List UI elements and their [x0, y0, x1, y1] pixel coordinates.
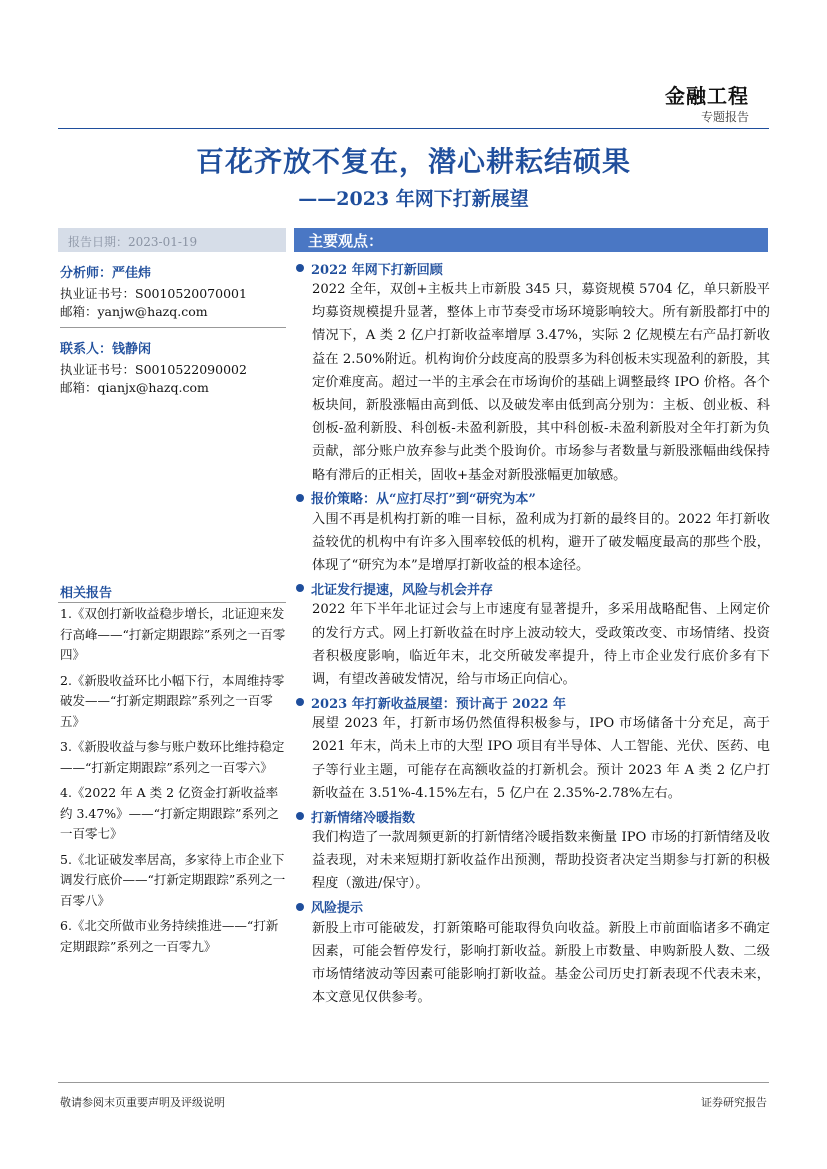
footer-disclaimer: 敬请参阅末页重要声明及评级说明 [60, 1096, 225, 1109]
section-heading: 风险提示 [296, 897, 770, 917]
section-text: 展望 2023 年，打新市场仍然值得积极参与，IPO 市场储备十分充足，高于 2021 年末，尚未上市的大型 IPO 项目有半导体、人工智能、光伏、医药、电子等行业主题，可能存在高额收益的打新机会。预计 2023 年 A 类 2 亿户打新收益在 3.51%-4.15%左右，5 亿户在 2.35%-2.78%左右。 [312, 716, 770, 801]
contact-cert: 执业证书号：S0010522090002 [60, 362, 247, 377]
bullet-icon [296, 812, 304, 820]
related-reports-title: 相关报告 [60, 586, 113, 601]
related-report-item[interactable]: 5.《北证破发率居高，多家待上市企业下调发行底价——“打新定期跟踪”系列之一百零八》 [60, 851, 286, 908]
header-brand: 金融工程 [665, 84, 749, 108]
footer-rule [58, 1082, 769, 1083]
related-report-item[interactable]: 3.《新股收益与参与账户数环比维持稳定——“打新定期跟踪”系列之一百零六》 [60, 739, 285, 775]
related-report-item[interactable]: 4.《2022 年 A 类 2 亿资金打新收益率约 3.47%》——“打新定期跟踪”系列之一百零七》 [60, 785, 279, 841]
section-heading: 2022 年网下打新回顾 [296, 258, 770, 278]
main-points [296, 258, 770, 1010]
report-date: 报告日期：2023-01-19 [58, 228, 286, 252]
section-text: 2022 全年，双创+主板共上市新股 345 只，募资规模 5704 亿，单只新股平均募资规模提升显著，整体上市节奏受市场环境影响较大。所有新股都打中的情况下，A 类 2 亿户打新收益率增厚 3.47%，实际 2 亿规模左右产品打新收益在 2.50%附近。机构询价分歧度高的股票多为科创板未实现盈利的新股，其定价难度高。超过一半的主承会在市场询价的基础上调整最终 IPO 价格。各个板块间，新股涨幅由高到低、以及破发率由低到高分别为：主板、创业板、科创板-盈利新股、科创板-未盈利新股，其中科创板-未盈利新股对全年打新为负贡献，部分账户放弃参与此类个股询价。市场参与者数量与新股涨幅曲线保持略有滞后的正相关，固收+基金对新股涨幅更加敏感。 [312, 282, 770, 483]
contact-label: 联系人：钱静闲 [60, 342, 152, 357]
section-text: 2022 年下半年北证过会与上市速度有显著提升，多采用战略配售、上网定价的发行方式。网上打新收益在时序上波动较大，受政策改变、市场情绪、投资者积极度影响，临近年末，北交所破发率提升，待上市企业发行底价多有下调，有望改善破发情况，给与市场正向信心。 [312, 602, 770, 688]
header-report-type: 专题报告 [700, 110, 749, 124]
left-column [60, 262, 286, 397]
bullet-icon [296, 698, 304, 706]
main-points-banner: 主要观点： [294, 228, 768, 252]
related-reports-list [60, 604, 286, 962]
section-heading: 报价策略：从“应打尽打”到“研究为本” [296, 488, 770, 508]
related-report-item[interactable]: 2.《新股收益环比小幅下行，本周维持零破发——“打新定期跟踪”系列之一百零五》 [60, 672, 285, 729]
contact-email: 邮箱：qianjx@hazq.com [60, 380, 209, 395]
related-report-item[interactable]: 6.《北交所做市业务持续推进——“打新定期跟踪”系列之一百零九》 [60, 918, 279, 954]
bullet-icon [296, 903, 304, 911]
section-heading: 2023 年打新收益展望：预计高于 2022 年 [296, 692, 770, 712]
section-heading: 打新情绪冷暖指数 [296, 806, 770, 826]
analyst-cert: 执业证书号：S0010520070001 [60, 286, 247, 301]
related-report-item[interactable]: 1.《双创打新收益稳步增长，北证迎来发行高峰——“打新定期跟踪”系列之一百零四》 [60, 606, 286, 662]
page-subtitle: ——2023 年网下打新展望 [298, 188, 529, 210]
section-heading: 北证发行提速，风险与机会并存 [296, 578, 770, 598]
section-text: 我们构造了一款周频更新的打新情绪冷暖指数来衡量 IPO 市场的打新情绪及收益表现，对未来短期打新收益作出预测，帮助投资者决定当期参与打新的积极程度（激进/保守）。 [312, 830, 770, 892]
section-text: 新股上市可能破发，打新策略可能取得负向收益。新股上市前面临诸多不确定因素，可能会暂停发行，影响打新收益。新股上市数量、申购新股人数、二级市场情绪波动等因素可能影响打新收益。基金公司历史打新表现不代表未来，本文意见仅供参考。 [312, 920, 770, 1006]
section-text: 入围不再是机构打新的唯一目标，盈利成为打新的最终目的。2022 年打新收益较优的机构中有许多入围率较低的机构，避开了破发幅度最高的那些个股，体现了“研究为本”是增厚打新收益的根本途径。 [312, 511, 770, 574]
bullet-icon [296, 264, 304, 272]
header-rule [58, 128, 769, 129]
analyst-label: 分析师：严佳炜 [60, 266, 152, 281]
analyst-email: 邮箱：yanjw@hazq.com [60, 304, 208, 319]
related-reports-rule [58, 602, 286, 603]
footer-label: 证券研究报告 [701, 1096, 767, 1109]
divider [60, 327, 286, 328]
page-title: 百花齐放不复在，潜心耕耘结硕果 [195, 145, 631, 178]
bullet-icon [296, 494, 304, 502]
bullet-icon [296, 584, 304, 592]
